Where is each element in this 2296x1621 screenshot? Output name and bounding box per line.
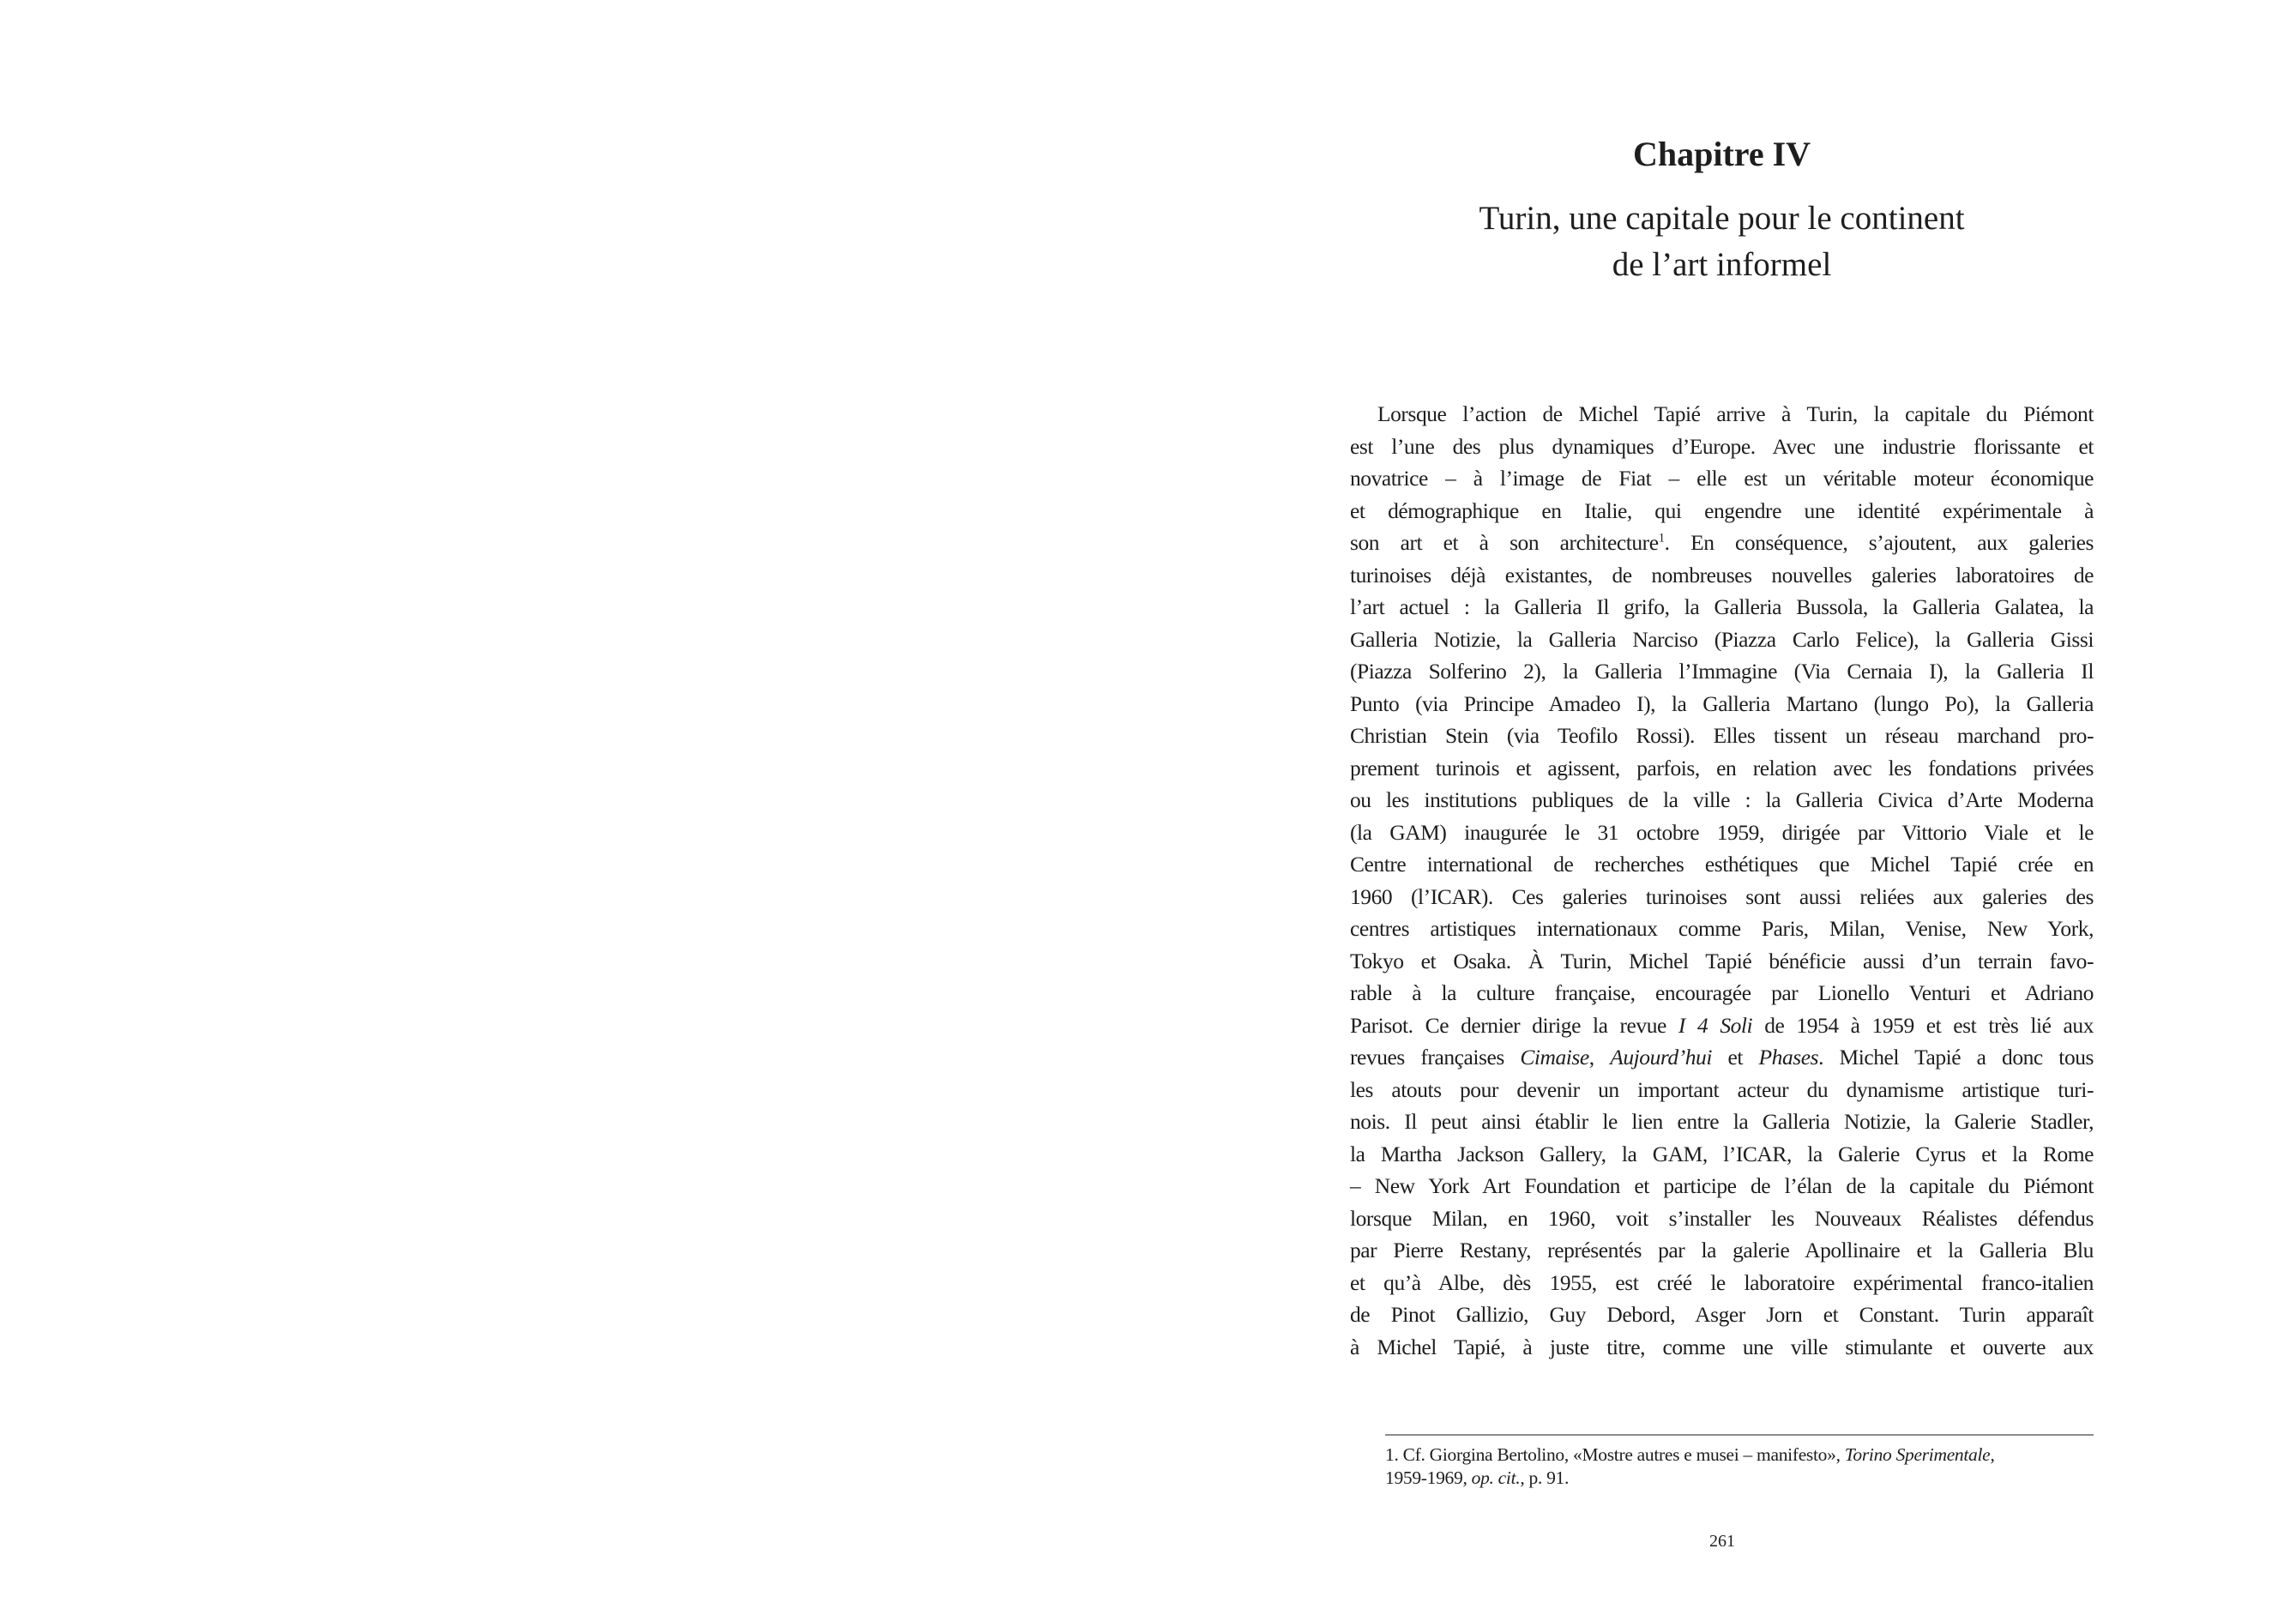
text-line bbox=[1350, 977, 2094, 1009]
text-line bbox=[1350, 1331, 2094, 1364]
text-segment: ou les institutions publiques de la ville : la Galleria Civica d’Arte Moderna bbox=[1350, 787, 2094, 812]
text-segment: (Piazza Solferino 2), la Galleria l’Immagine (Via Cernaia I), la Galleria Il bbox=[1350, 659, 2094, 684]
chapter-title bbox=[1350, 196, 2094, 288]
italic-text: Torino Sperimentale bbox=[1844, 1444, 1991, 1465]
text-line bbox=[1350, 945, 2094, 978]
text-segment: – New York Art Foundation et participe de l’élan de la capitale du Piémont bbox=[1350, 1173, 2094, 1198]
text-segment: Tokyo et Osaka. À Turin, Michel Tapié bénéficie aussi d’un terrain favo- bbox=[1350, 948, 2094, 973]
italic-text: Aujourd’hui bbox=[1610, 1045, 1712, 1070]
text-line bbox=[1350, 752, 2094, 785]
text-line bbox=[1350, 1299, 2094, 1331]
text-line bbox=[1350, 688, 2094, 720]
text-segment: 1960 (l’ICAR). Ces galeries turinoises sont aussi reliées aux galeries des bbox=[1350, 883, 2094, 909]
text-segment: la Martha Jackson Gallery, la GAM, l’ICAR, la Galerie Cyrus et la Rome bbox=[1350, 1141, 2094, 1166]
text-line bbox=[1350, 1106, 2094, 1138]
text-segment: novatrice – à l’image de Fiat – elle est un véritable moteur économique bbox=[1350, 466, 2094, 491]
text-line bbox=[1350, 1138, 2094, 1171]
text-segment: 1959-1969, bbox=[1385, 1467, 1472, 1488]
text-segment: prement turinois et agissent, parfois, en relation avec les fondations privées bbox=[1350, 755, 2094, 780]
text-segment: revues françaises bbox=[1350, 1045, 1521, 1070]
italic-text: op. cit. bbox=[1471, 1467, 1521, 1488]
text-segment: Galleria Notizie, la Galleria Narciso (Piazza Carlo Felice), la Galleria Gissi bbox=[1350, 626, 2094, 652]
text-line bbox=[1350, 398, 2094, 431]
italic-text: Cimaise bbox=[1520, 1045, 1589, 1070]
chapter-number: Chapitre IV bbox=[1632, 135, 1811, 173]
text-segment: par Pierre Restany, représentés par la galerie Apollinaire et la Galleria Blu bbox=[1350, 1238, 2094, 1262]
text-segment: Lorsque l’action de Michel Tapié arrive à Turin, la capitale du Piémont bbox=[1377, 401, 2094, 426]
text-segment: de Pinot Gallizio, Guy Debord, Asger Jorn et Constant. Turin apparaît bbox=[1350, 1302, 2094, 1327]
text-segment: Christian Stein (via Teofilo Rossi). Elles tissent un réseau marchand pro- bbox=[1350, 723, 2094, 748]
text-line bbox=[1350, 1234, 2094, 1267]
text-line bbox=[1350, 624, 2094, 656]
text-line bbox=[1350, 655, 2094, 688]
text-segment: Centre international de recherches esthétiques que Michel Tapié crée en bbox=[1350, 852, 2094, 877]
chapter-title-line: Turin, une capitale pour le continent bbox=[1479, 200, 1965, 237]
text-line bbox=[1350, 784, 2094, 817]
text-line bbox=[1350, 527, 2094, 559]
text-segment: nois. Il peut ainsi établir le lien entre la Galleria Notizie, la Galerie Stadler, bbox=[1350, 1109, 2094, 1134]
text-segment: . Michel Tapié a donc tous bbox=[1818, 1045, 2094, 1070]
text-line bbox=[1350, 913, 2094, 945]
page-number: 261 bbox=[1709, 1532, 1735, 1551]
text-segment: rable à la culture française, encouragée par Lionello Venturi et Adriano bbox=[1350, 980, 2094, 1005]
text-segment: et bbox=[1711, 1045, 1759, 1070]
italic-text: I 4 Soli bbox=[1678, 1012, 1753, 1038]
footnote-reference[interactable]: 1 bbox=[1658, 531, 1665, 545]
text-line bbox=[1350, 1074, 2094, 1106]
text-segment: , bbox=[1990, 1444, 1995, 1465]
text-line bbox=[1350, 881, 2094, 913]
text-segment: son art et à son architecture bbox=[1350, 530, 1659, 555]
text-segment: , p. 91. bbox=[1520, 1467, 1570, 1488]
footnote bbox=[1385, 1443, 2094, 1490]
text-segment: , bbox=[1588, 1045, 1611, 1070]
text-line bbox=[1350, 1041, 2094, 1074]
text-segment: (la GAM) inaugurée le 31 octobre 1959, dirigée par Vittorio Viale et le bbox=[1350, 819, 2094, 845]
text-segment: et qu’à Albe, dès 1955, est créé le laboratoire expérimental franco-italien bbox=[1350, 1269, 2094, 1295]
text-segment: turinoises déjà existantes, de nombreuses nouvelles galeries laboratoires de bbox=[1350, 562, 2094, 588]
text-segment: les atouts pour devenir un important acteur du dynamisme artistique turi- bbox=[1350, 1076, 2094, 1102]
text-line bbox=[1350, 1009, 2094, 1042]
text-segment: à Michel Tapié, à juste titre, comme une ville stimulante et ouverte aux bbox=[1350, 1334, 2094, 1359]
text-line bbox=[1350, 1267, 2094, 1299]
text-segment: 1. Cf. Giorgina Bertolino, «Mostre autres e musei – manifesto», bbox=[1385, 1444, 1845, 1465]
chapter-title-line: de l’art informel bbox=[1612, 246, 1832, 283]
body-text bbox=[1350, 398, 2094, 1363]
text-segment: Punto (via Principe Amadeo I), la Galleria Martano (lungo Po), la Galleria bbox=[1350, 690, 2094, 716]
text-segment: Parisot. Ce dernier dirige la revue bbox=[1350, 1012, 1678, 1038]
text-line bbox=[1350, 1202, 2094, 1235]
text-segment: . En conséquence, s’ajoutent, aux galeries bbox=[1664, 530, 2094, 555]
text-segment: centres artistiques internationaux comme Paris, Milan, Venise, New York, bbox=[1350, 916, 2094, 941]
text-segment: et démographique en Italie, qui engendre une identité expérimentale à bbox=[1350, 497, 2094, 523]
text-line bbox=[1350, 720, 2094, 752]
text-line bbox=[1350, 1170, 2094, 1202]
footnote-line bbox=[1385, 1467, 2094, 1490]
text-line bbox=[1350, 462, 2094, 495]
italic-text: Phases bbox=[1758, 1045, 1819, 1070]
text-line bbox=[1350, 431, 2094, 463]
footnote-divider bbox=[1385, 1434, 2094, 1436]
text-line bbox=[1350, 495, 2094, 527]
text-segment: lorsque Milan, en 1960, voit s’installer les Nouveaux Réalistes défendus bbox=[1350, 1205, 2094, 1231]
text-line bbox=[1350, 591, 2094, 624]
text-line bbox=[1350, 559, 2094, 592]
text-line bbox=[1350, 848, 2094, 881]
text-segment: l’art actuel : la Galleria Il grifo, la Galleria Bussola, la Galleria Galatea, la bbox=[1350, 594, 2094, 619]
text-line bbox=[1350, 817, 2094, 849]
text-segment: de 1954 à 1959 et est très lié aux bbox=[1752, 1012, 2094, 1038]
text-segment: est l’une des plus dynamiques d’Europe. Avec une industrie florissante et bbox=[1350, 433, 2094, 459]
footnote-line bbox=[1385, 1443, 2094, 1467]
